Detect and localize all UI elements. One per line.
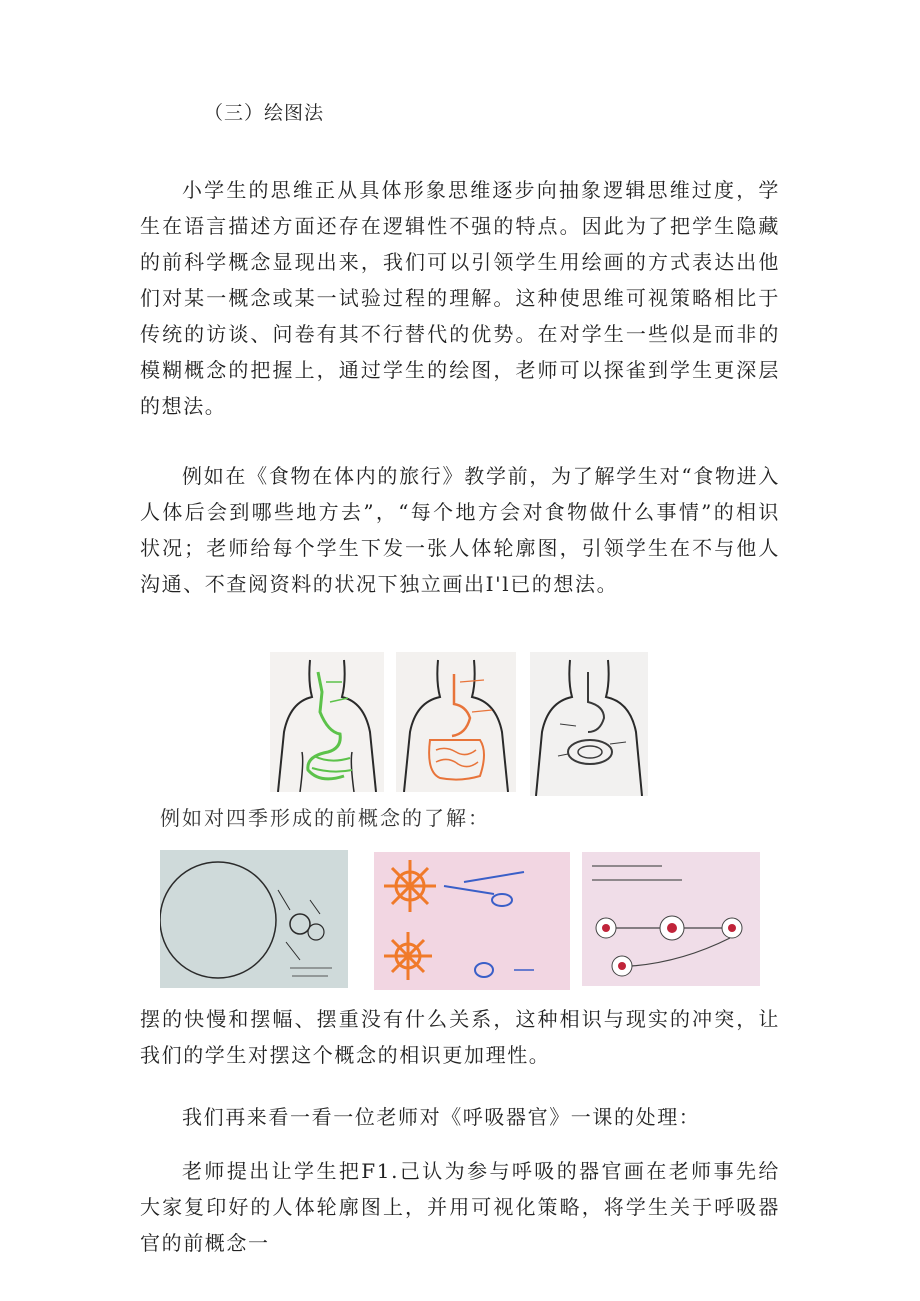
paragraph-5: 老师提出让学生把F1.己认为参与呼吸的器官画在老师事先给大家复印好的人体轮廓图上，并用可视化策略，将学生关于呼吸器官的前概念一 bbox=[140, 1159, 780, 1255]
figure-caption: 例如对四季形成的前概念的了解： bbox=[160, 806, 490, 830]
paragraph-2: 例如在《食物在体内的旅行》教学前，为了解学生对“食物进入人体后会到哪些地方去”，“每个地方会对食物做什么事情”的相识状况；老师给每个学生下发一张人体轮廓图，引领学生在不与他人沟通、不查阅资料的状况下独立画出I'l已的想法。 bbox=[140, 464, 780, 596]
paragraph-3: 摆的快慢和摆幅、摆重没有什么关系，这种相识与现实的冲突，让我们的学生对摆这个概念的相识更加理性。 bbox=[140, 1007, 780, 1067]
student-drawing-seasons-sun-rays bbox=[374, 852, 570, 990]
student-drawing-seasons-sun-orbit bbox=[160, 850, 348, 988]
student-drawing-seasons-earth-positions bbox=[582, 852, 760, 986]
student-drawing-digestive-dark bbox=[530, 652, 648, 796]
paragraph-4: 我们再来看一看一位老师对《呼吸器官》一课的处理： bbox=[182, 1105, 701, 1129]
student-drawing-digestive-green bbox=[270, 652, 384, 792]
student-drawing-digestive-orange bbox=[396, 652, 516, 792]
paragraph-1: 小学生的思维正从具体形象思维逐步向抽象逻辑思维过度，学生在语言描述方面还存在逻辑性不强的特点。因此为了把学生隐藏的前科学概念显现出来，我们可以引领学生用绘画的方式表达出他们对某一概念或某一试验过程的理解。这种使思维可视策略相比于传统的访谈、问卷有其不行替代的优势。在对学生一些似是而非的模糊概念的把握上，通过学生的绘图，老师可以探雀到学生更深层的想法。 bbox=[140, 178, 780, 418]
section-heading: （三）绘图法 bbox=[204, 102, 325, 124]
